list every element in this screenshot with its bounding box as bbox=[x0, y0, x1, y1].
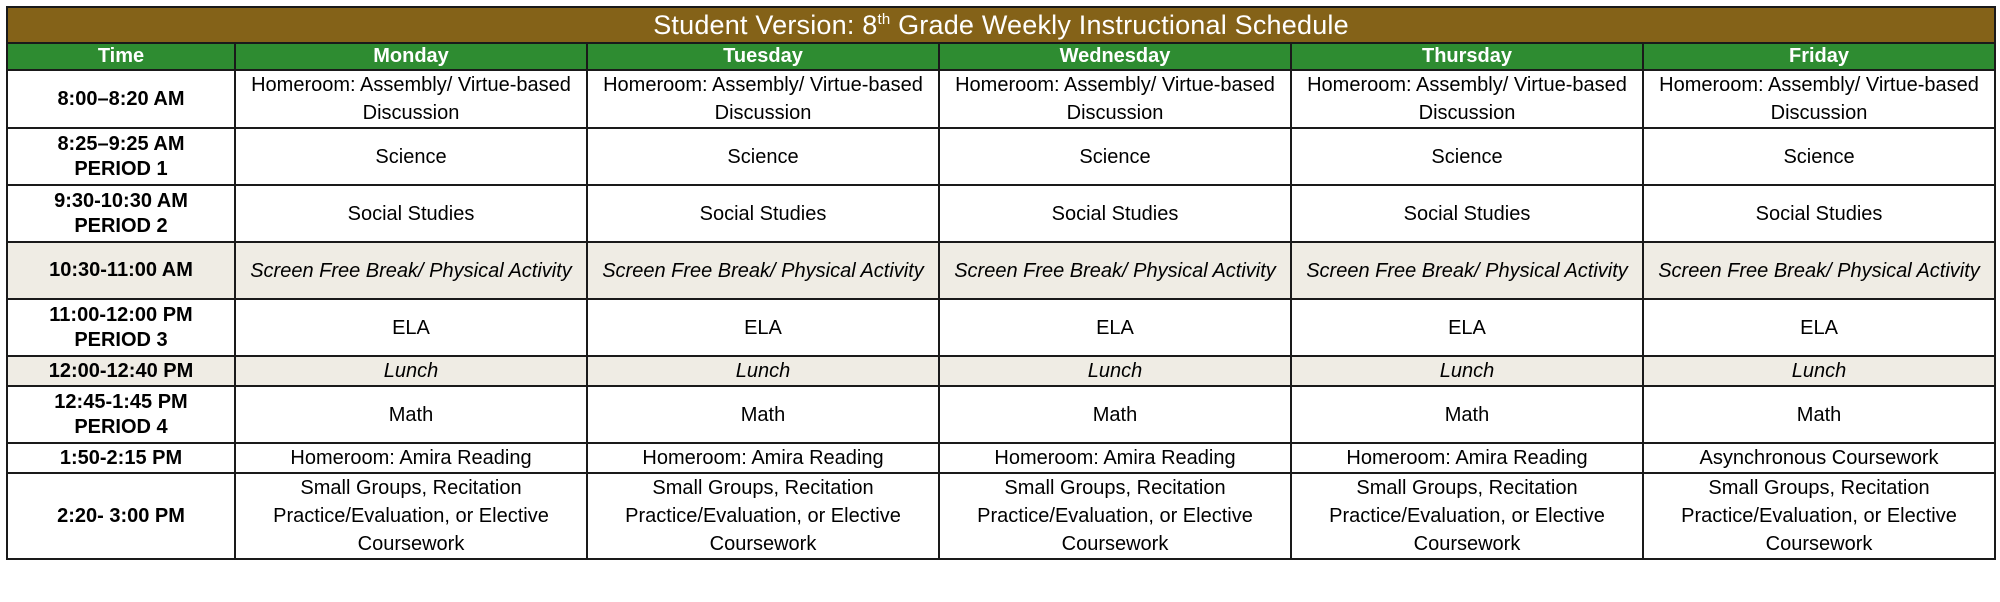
schedule-row bbox=[7, 386, 1995, 443]
class-cell: ELA bbox=[1291, 299, 1643, 356]
schedule-row-break bbox=[7, 242, 1995, 299]
class-cell: Homeroom: Amira Reading bbox=[939, 443, 1291, 473]
header-friday: Friday bbox=[1643, 43, 1995, 70]
class-cell: Screen Free Break/ Physical Activity bbox=[939, 242, 1291, 299]
class-cell: ELA bbox=[939, 299, 1291, 356]
time-label: 8:25–9:25 AM bbox=[57, 132, 185, 155]
schedule-row bbox=[7, 128, 1995, 185]
header-time: Time bbox=[7, 43, 235, 70]
class-cell: ELA bbox=[587, 299, 939, 356]
class-cell: Science bbox=[587, 128, 939, 185]
title-superscript: th bbox=[877, 10, 891, 28]
class-cell: Social Studies bbox=[235, 185, 587, 242]
time-label: 9:30-10:30 AM bbox=[54, 189, 188, 212]
time-cell bbox=[7, 386, 235, 443]
class-cell: Social Studies bbox=[1291, 185, 1643, 242]
class-cell: Math bbox=[1291, 386, 1643, 443]
schedule-row bbox=[7, 185, 1995, 242]
time-label: 2:20- 3:00 PM bbox=[57, 504, 185, 527]
time-label: 1:50-2:15 PM bbox=[59, 446, 183, 469]
class-cell: Screen Free Break/ Physical Activity bbox=[235, 242, 587, 299]
class-cell: Social Studies bbox=[939, 185, 1291, 242]
time-label: 10:30-11:00 AM bbox=[49, 259, 193, 281]
schedule-row bbox=[7, 473, 1995, 559]
class-cell: Science bbox=[939, 128, 1291, 185]
class-cell: Asynchronous Coursework bbox=[1643, 443, 1995, 473]
time-label: 12:45-1:45 PM bbox=[54, 390, 188, 413]
header-monday: Monday bbox=[235, 43, 587, 70]
class-cell: Homeroom: Amira Reading bbox=[1291, 443, 1643, 473]
class-cell: Lunch bbox=[235, 356, 587, 386]
class-cell: Homeroom: Assembly/ Virtue-based Discussion bbox=[1643, 70, 1995, 128]
time-cell bbox=[7, 473, 235, 559]
class-cell: Math bbox=[587, 386, 939, 443]
class-cell: Small Groups, Recitation Practice/Evaluation, or Elective Coursework bbox=[1291, 473, 1643, 559]
class-cell: Homeroom: Assembly/ Virtue-based Discussion bbox=[235, 70, 587, 128]
class-cell: Screen Free Break/ Physical Activity bbox=[1291, 242, 1643, 299]
time-cell bbox=[7, 242, 235, 299]
class-cell: Screen Free Break/ Physical Activity bbox=[587, 242, 939, 299]
time-label: 12:00-12:40 PM bbox=[48, 359, 194, 382]
schedule-row bbox=[7, 299, 1995, 356]
header-tuesday: Tuesday bbox=[587, 43, 939, 70]
class-cell: Homeroom: Amira Reading bbox=[587, 443, 939, 473]
class-cell: Screen Free Break/ Physical Activity bbox=[1643, 242, 1995, 299]
schedule-title bbox=[7, 7, 1995, 43]
period-label: PERIOD 4 bbox=[74, 415, 168, 438]
schedule-row bbox=[7, 70, 1995, 128]
class-cell: Math bbox=[1643, 386, 1995, 443]
class-cell: Lunch bbox=[587, 356, 939, 386]
time-cell bbox=[7, 356, 235, 386]
class-cell: Math bbox=[939, 386, 1291, 443]
period-label: PERIOD 3 bbox=[74, 328, 168, 351]
weekly-schedule-table bbox=[6, 6, 1996, 560]
period-label: PERIOD 1 bbox=[74, 157, 168, 180]
header-row bbox=[7, 43, 1995, 70]
class-cell: Small Groups, Recitation Practice/Evaluation, or Elective Coursework bbox=[1643, 473, 1995, 559]
title-prefix: Student Version: 8 bbox=[653, 9, 878, 40]
time-cell bbox=[7, 185, 235, 242]
class-cell: Small Groups, Recitation Practice/Evaluation, or Elective Coursework bbox=[235, 473, 587, 559]
schedule-row-lunch bbox=[7, 356, 1995, 386]
time-cell bbox=[7, 128, 235, 185]
class-cell: Small Groups, Recitation Practice/Evaluation, or Elective Coursework bbox=[587, 473, 939, 559]
time-label: 11:00-12:00 PM bbox=[49, 303, 193, 326]
class-cell: Lunch bbox=[1643, 356, 1995, 386]
title-row bbox=[7, 7, 1995, 43]
class-cell: ELA bbox=[1643, 299, 1995, 356]
header-wednesday: Wednesday bbox=[939, 43, 1291, 70]
period-label: PERIOD 2 bbox=[74, 214, 168, 237]
class-cell: Homeroom: Assembly/ Virtue-based Discussion bbox=[1291, 70, 1643, 128]
time-cell bbox=[7, 443, 235, 473]
class-cell: ELA bbox=[235, 299, 587, 356]
class-cell: Science bbox=[1643, 128, 1995, 185]
class-cell: Homeroom: Assembly/ Virtue-based Discussion bbox=[939, 70, 1291, 128]
header-thursday: Thursday bbox=[1291, 43, 1643, 70]
time-cell bbox=[7, 70, 235, 128]
time-label: 8:00–8:20 AM bbox=[57, 87, 185, 110]
class-cell: Science bbox=[1291, 128, 1643, 185]
class-cell: Math bbox=[235, 386, 587, 443]
schedule-row bbox=[7, 443, 1995, 473]
time-cell bbox=[7, 299, 235, 356]
class-cell: Social Studies bbox=[1643, 185, 1995, 242]
class-cell: Science bbox=[235, 128, 587, 185]
class-cell: Lunch bbox=[1291, 356, 1643, 386]
class-cell: Small Groups, Recitation Practice/Evaluation, or Elective Coursework bbox=[939, 473, 1291, 559]
class-cell: Social Studies bbox=[587, 185, 939, 242]
class-cell: Homeroom: Amira Reading bbox=[235, 443, 587, 473]
class-cell: Homeroom: Assembly/ Virtue-based Discussion bbox=[587, 70, 939, 128]
class-cell: Lunch bbox=[939, 356, 1291, 386]
title-suffix: Grade Weekly Instructional Schedule bbox=[890, 9, 1349, 40]
